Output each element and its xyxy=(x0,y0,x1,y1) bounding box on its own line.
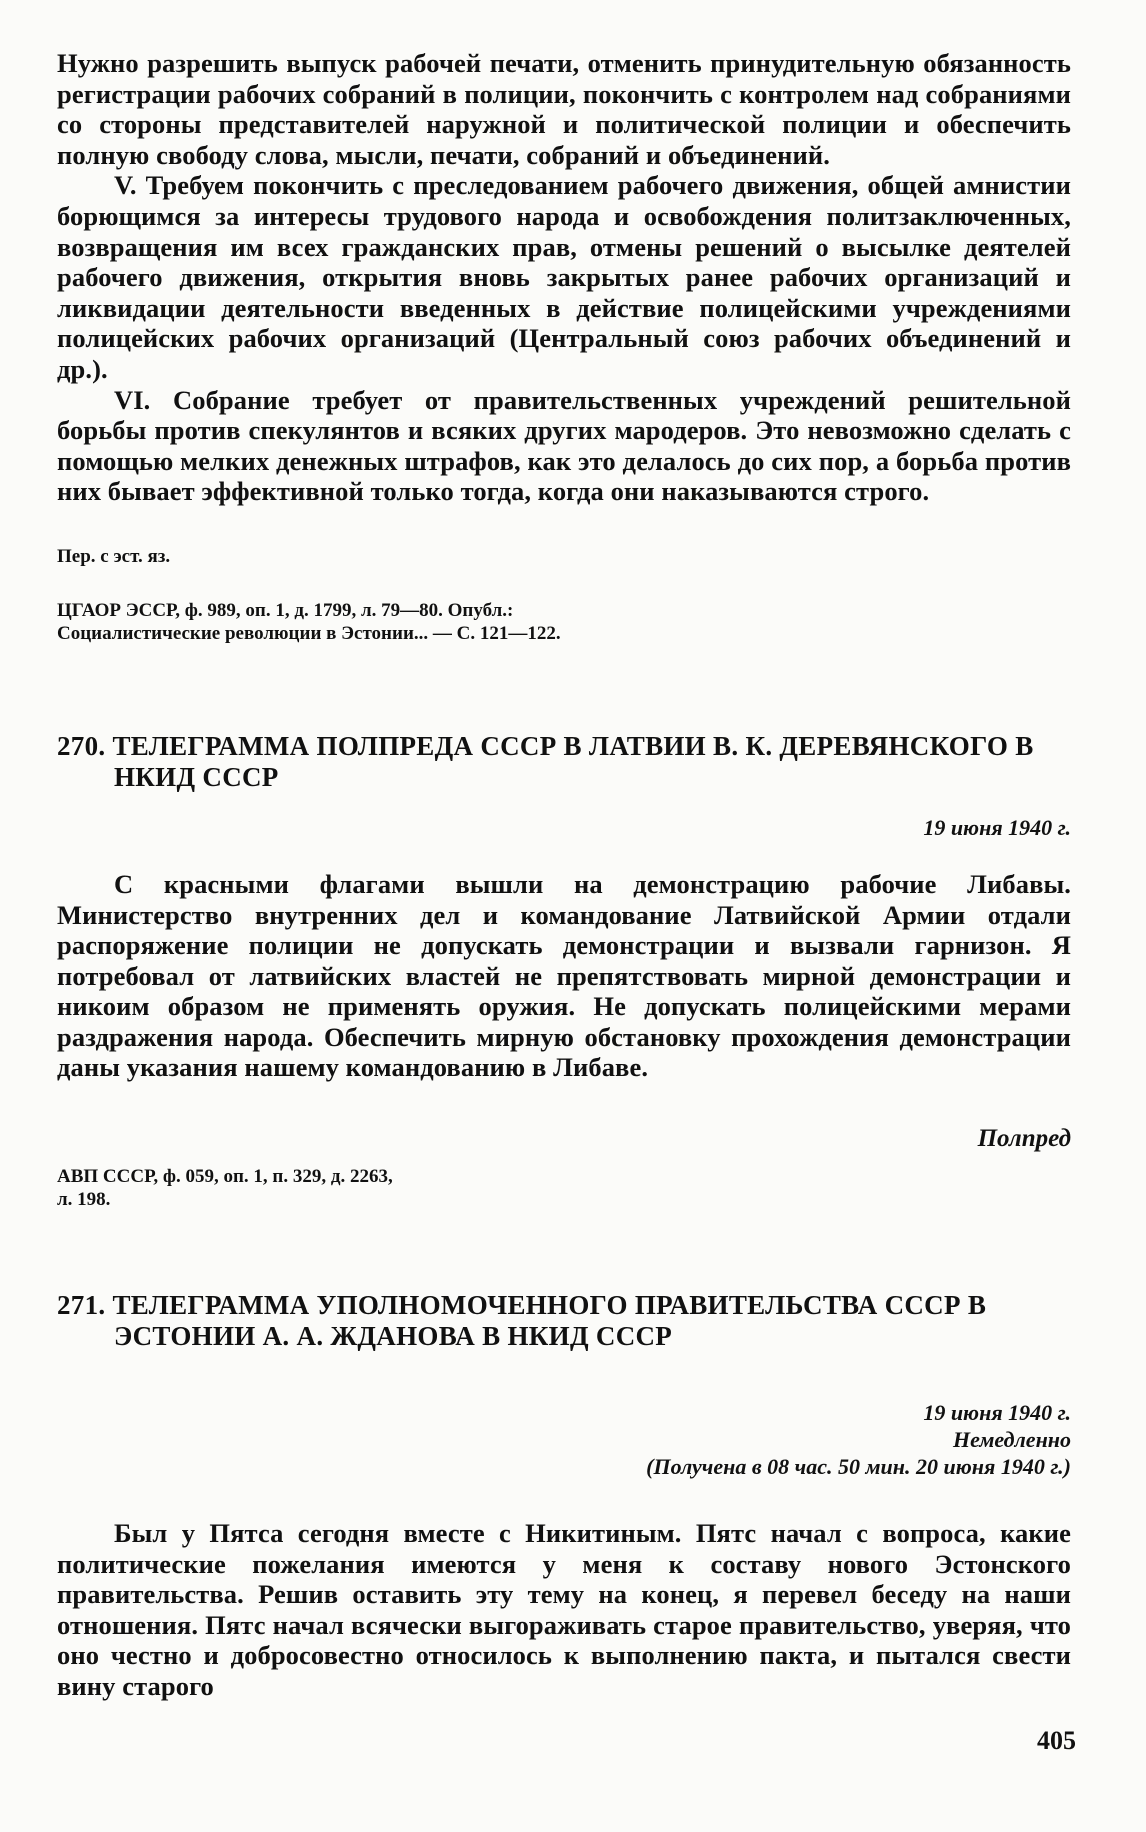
translation-note: Пер. с эст. яз. xyxy=(57,545,171,567)
source-reference-line-1: ЦГАОР ЭССР, ф. 989, оп. 1, д. 1799, л. 79—80. Опубл.: xyxy=(57,599,514,621)
page-content xyxy=(57,48,1071,1702)
doc-271-text: Был у Пятса сегодня вместе с Никитиным. Пятс начал с вопроса, какие политические пожелания имеются у меня к составу нового Эстонского правительства. Решив оставить эту тему на конец, я перевел беседу на наши отношения. Пятс начал всячески выгораживать старое правительство, уверяя, что оно честно и добросовестно относилось к выполнению пакта, и пытался свести вину старого xyxy=(57,1518,1071,1702)
doc-271-urgency: Немедленно xyxy=(952,1427,1071,1453)
doc-270-text: С красными флагами вышли на демонстрацию рабочие Либавы. Министерство внутренних дел и командование Латвийской Армии отдали распоряжение полиции не допускать демонстрации и вызвали гарнизон. Я потребовал от латвийских властей не препятствовать мирной демонстрации и никоим образом не применять оружия. Не допускать полицейскими мерами раздражения народа. Обеспечить мирную обстановку прохождения демонстрации даны указания нашему командованию в Либаве. xyxy=(57,868,1071,1083)
doc-271-received: (Получена в 08 час. 50 мин. 20 июня 1940 г.) xyxy=(646,1454,1071,1480)
doc-271-date: 19 июня 1940 г. xyxy=(923,1400,1071,1426)
doc-270-source-line-1: АВП СССР, ф. 059, оп. 1, п. 329, д. 2263, xyxy=(57,1166,393,1188)
intro-paragraph-2: V. Требуем покончить с преследованием рабочего движения, общей амнистии борющимся за интересы трудового народа и освобождения политзаключенных, возвращения им всех гражданских прав, отмены решений о высылке деятелей рабочего движения, открытия вновь закрытых ранее рабочих организаций и ликвидации деятельности введенных в действие полицейскими учреждениями полицейских рабочих организаций (Центральный союз рабочих объединений и др.). xyxy=(57,170,1071,384)
intro-paragraph-3: VI. Собрание требует от правительственных учреждений решительной борьбы против спекулянтов и всяких других мародеров. Это невозможно сделать с помощью мелких денежных штрафов, как это делалось до сих пор, а борьба против них бывает эффективной только тогда, когда они наказываются строго. xyxy=(57,384,1071,507)
doc-270-date: 19 июня 1940 г. xyxy=(923,814,1071,840)
doc-270-source-line-2: л. 198. xyxy=(57,1189,111,1211)
intro-paragraph-1: Нужно разрешить выпуск рабочей печати, отменить принудительную обязанность регистрации рабочих собраний в полиции, покончить с контролем над собраниями со стороны представителей наружной и политической полиции и обеспечить полную свободу слова, мысли, печати, собраний и объединений. xyxy=(57,48,1071,170)
doc-270-heading: 270. ТЕЛЕГРАММА ПОЛПРЕДА СССР В ЛАТВИИ В. К. ДЕРЕВЯНСКОГО В НКИД СССР xyxy=(57,730,1034,792)
page-number: 405 xyxy=(1037,1726,1076,1755)
doc-271-heading: 271. ТЕЛЕГРАММА УПОЛНОМОЧЕННОГО ПРАВИТЕЛЬСТВА СССР В ЭСТОНИИ А. А. ЖДАНОВА В НКИД СССР xyxy=(57,1290,987,1352)
doc-270-signature: Полпред xyxy=(977,1125,1071,1153)
source-reference-line-2: Социалистические революции в Эстонии... — С. 121—122. xyxy=(57,622,561,644)
